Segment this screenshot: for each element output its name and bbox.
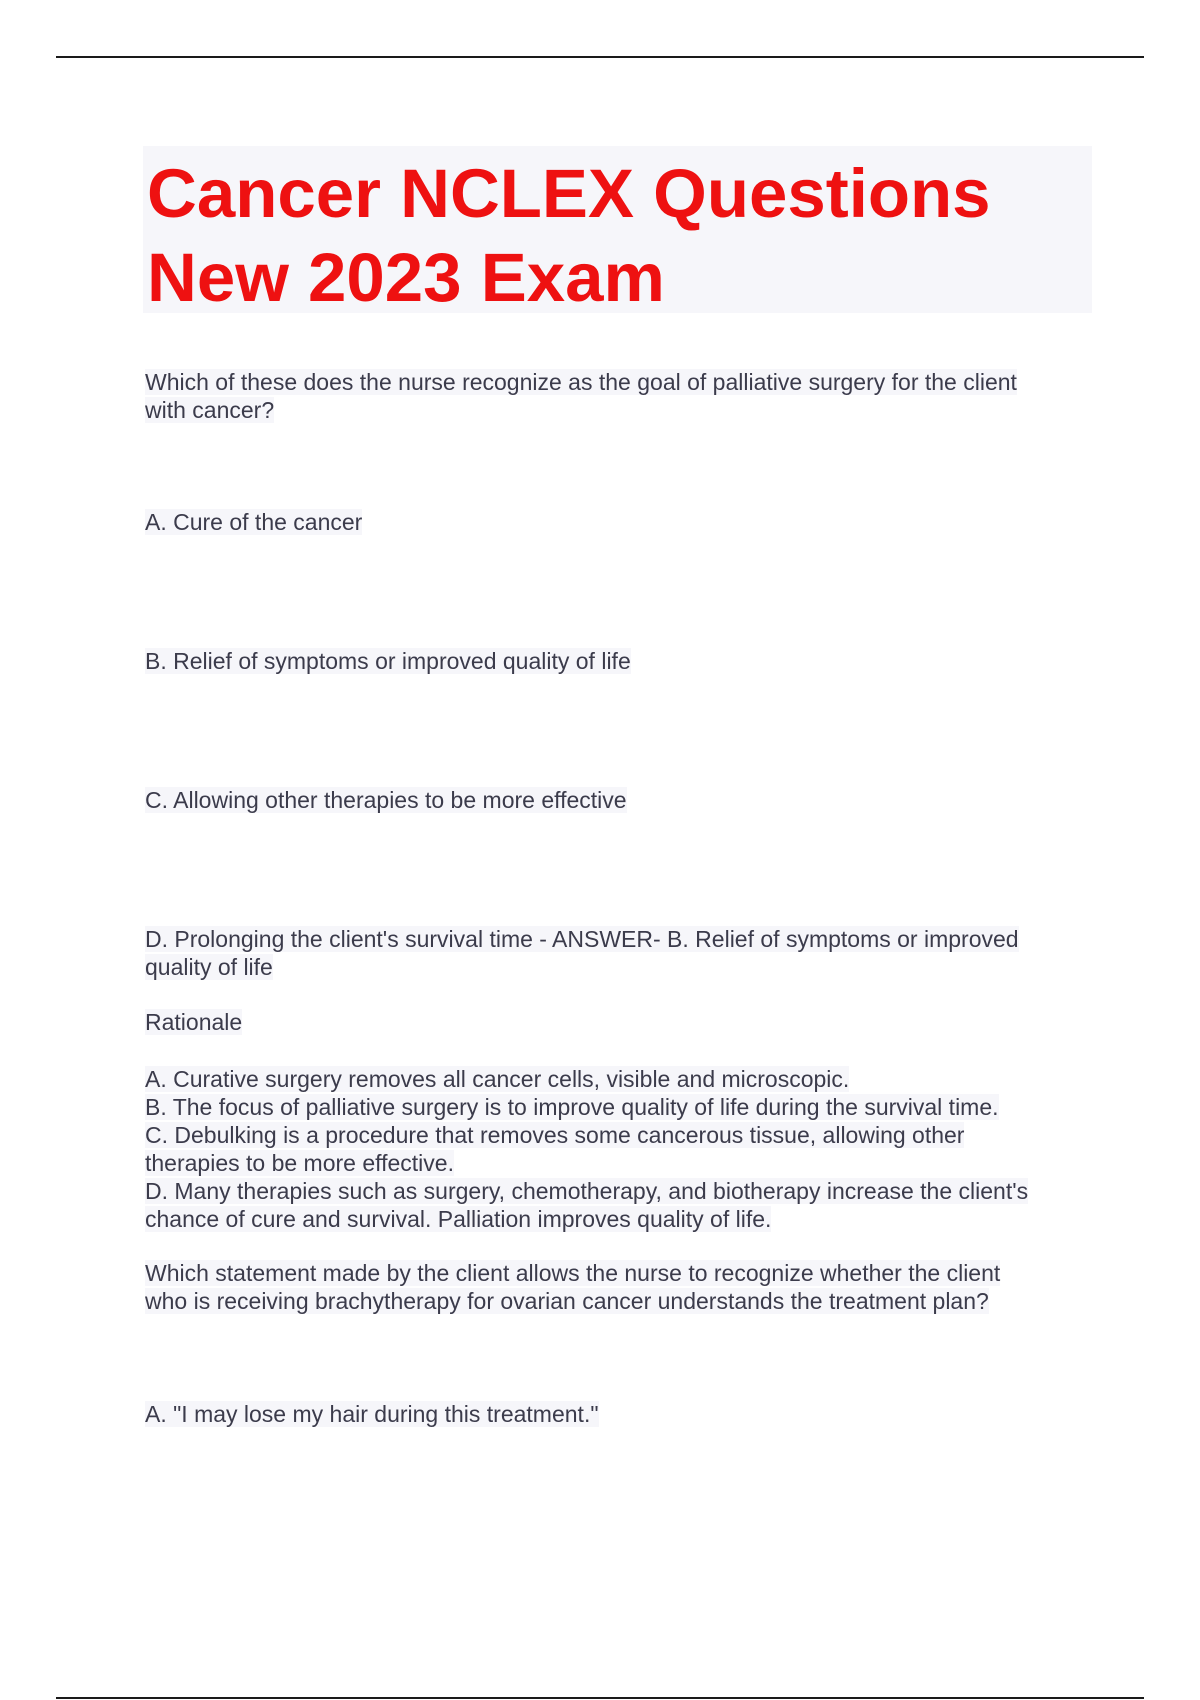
top-rule <box>56 56 1144 58</box>
q1-option-a <box>145 508 362 536</box>
rationale-line: A. Curative surgery removes all cancer cells, visible and microscopic. <box>145 1066 850 1092</box>
rationale-line: C. Debulking is a procedure that removes some cancerous tissue, allowing other <box>145 1122 965 1148</box>
rationale-heading <box>145 1008 242 1036</box>
q1-option-c-text: C. Allowing other therapies to be more effective <box>145 787 627 813</box>
rationale-line: D. Many therapies such as surgery, chemotherapy, and biotherapy increase the client's <box>145 1178 1029 1204</box>
document-title <box>143 146 1092 316</box>
rationale-body <box>145 1065 1028 1233</box>
bottom-rule <box>56 1697 1144 1699</box>
q1-option-b <box>145 647 631 675</box>
rationale-heading-text: Rationale <box>145 1009 243 1035</box>
title-line-1: Cancer NCLEX Questions <box>147 155 991 232</box>
q2-option-a-text: A. "I may lose my hair during this treatment." <box>145 1401 599 1427</box>
rationale-line: therapies to be more effective. <box>145 1150 454 1176</box>
question-1-line-2: with cancer? <box>145 397 275 423</box>
question-1 <box>145 368 1017 424</box>
question-2-line-1: Which statement made by the client allows the nurse to recognize whether the client <box>145 1260 1001 1286</box>
question-2-line-2: who is receiving brachytherapy for ovarian cancer understands the treatment plan? <box>145 1288 989 1314</box>
question-1-line-1: Which of these does the nurse recognize as the goal of palliative surgery for the client <box>145 369 1017 395</box>
q1-option-d-line-2: quality of life <box>145 954 273 980</box>
title-line-2: New 2023 Exam <box>147 239 665 316</box>
question-2 <box>145 1259 1000 1315</box>
q1-option-d-line-1: D. Prolonging the client's survival time - ANSWER- B. Relief of symptoms or improved <box>145 926 1019 952</box>
q2-option-a <box>145 1400 599 1428</box>
q1-option-a-text: A. Cure of the cancer <box>145 509 363 535</box>
rationale-line: chance of cure and survival. Palliation improves quality of life. <box>145 1206 772 1232</box>
q1-option-c <box>145 786 627 814</box>
q1-option-b-text: B. Relief of symptoms or improved quality of life <box>145 648 631 674</box>
q1-option-d <box>145 925 1019 981</box>
rationale-line: B. The focus of palliative surgery is to improve quality of life during the survival time. <box>145 1094 999 1120</box>
